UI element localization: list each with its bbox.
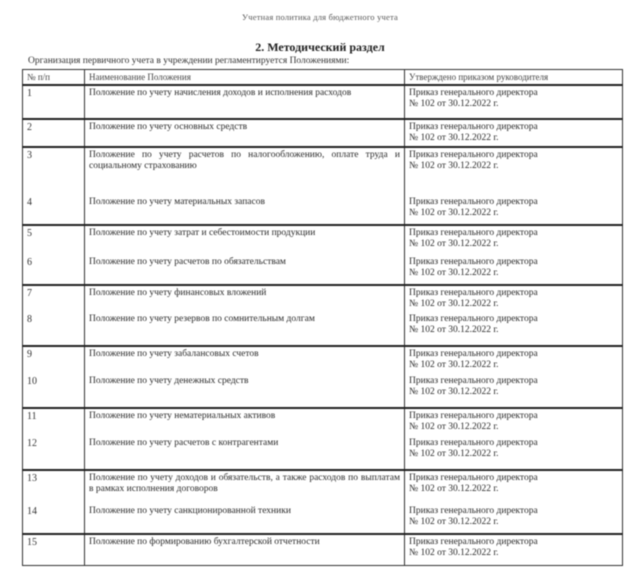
column-header-approval: Утверждено приказом руководителя	[405, 70, 623, 86]
regulation-name: Положение по учету санкционированной техники	[85, 504, 405, 534]
table-header-row	[23, 70, 623, 86]
approval-order-title: Приказ генерального директора	[409, 197, 538, 207]
approval-order-title: Приказ генерального директора	[409, 410, 538, 421]
table-row	[23, 346, 623, 374]
row-number: 2	[23, 119, 85, 147]
table-row	[23, 195, 623, 225]
approval-order-number: № 102 от 30.12.2022 г.	[409, 160, 499, 171]
approval-cell	[405, 504, 623, 534]
regulation-name: Положение по учету расчетов по обязательствам	[85, 255, 405, 285]
approval-cell	[405, 374, 623, 408]
section-title: 2. Методический раздел	[255, 40, 385, 54]
table-row	[23, 85, 623, 119]
row-number: 1	[23, 85, 85, 119]
regulation-name: Положение по учету резервов по сомнительным долгам	[85, 312, 405, 346]
approval-order-title: Приказ генерального директора	[409, 288, 538, 298]
row-number: 15	[23, 534, 85, 566]
column-header-number: № п/п	[23, 70, 85, 86]
regulation-name: Положение по учету основных средств	[85, 119, 405, 147]
row-number: 8	[23, 312, 85, 346]
table-row	[23, 225, 623, 255]
approval-order-title: Приказ генерального директора	[409, 437, 538, 448]
table-row	[23, 285, 623, 312]
approval-cell	[405, 408, 623, 436]
approval-order-title: Приказ генерального директора	[409, 375, 538, 386]
regulation-name: Положение по учету затрат и себестоимости продукции	[85, 225, 405, 255]
approval-cell	[405, 346, 623, 374]
row-number: 11	[23, 408, 85, 436]
table-row	[23, 408, 623, 436]
approval-order-number: № 102 от 30.12.2022 г.	[409, 207, 499, 218]
table-row	[23, 255, 623, 285]
approval-order-number: № 102 от 30.12.2022 г.	[409, 324, 499, 335]
approval-order-number: № 102 от 30.12.2022 г.	[409, 421, 499, 432]
approval-order-number: № 102 от 30.12.2022 г.	[409, 483, 499, 494]
row-number: 14	[23, 504, 85, 534]
table-body	[23, 85, 623, 566]
approval-order-number: № 102 от 30.12.2022 г.	[409, 132, 499, 143]
regulation-name: Положение по учету начисления доходов и исполнения расходов	[85, 85, 405, 119]
approval-order-title: Приказ генерального директора	[409, 88, 538, 98]
approval-cell	[405, 470, 623, 504]
approval-cell	[405, 534, 623, 566]
approval-order-number: № 102 от 30.12.2022 г.	[409, 238, 499, 249]
approval-order-title: Приказ генерального директора	[409, 472, 538, 483]
approval-order-title: Приказ генерального директора	[409, 505, 538, 516]
row-number: 7	[23, 285, 85, 312]
approval-cell	[405, 436, 623, 470]
regulation-name: Положение по учету денежных средств	[85, 374, 405, 408]
approval-order-title: Приказ генерального директора	[409, 122, 538, 132]
approval-order-title: Приказ генерального директора	[409, 150, 538, 160]
table-row	[23, 470, 623, 504]
table-row	[23, 147, 623, 195]
regulation-name: Положение по формированию бухгалтерской отчетности	[85, 534, 405, 566]
column-header-name: Наименование Положения	[85, 70, 405, 86]
approval-order-title: Приказ генерального директора	[409, 313, 538, 324]
intro-text: Организация первичного учета в учреждении регламентируется Положениями:	[28, 56, 350, 66]
regulation-name: Положение по учету расчетов с контрагентами	[85, 436, 405, 470]
approval-order-number: № 102 от 30.12.2022 г.	[409, 267, 499, 278]
table-row	[23, 504, 623, 534]
approval-order-number: № 102 от 30.12.2022 г.	[409, 448, 499, 459]
row-number: 6	[23, 255, 85, 285]
approval-order-number: № 102 от 30.12.2022 г.	[409, 386, 499, 397]
approval-order-number: № 102 от 30.12.2022 г.	[409, 98, 499, 109]
table-row	[23, 534, 623, 566]
approval-order-number: № 102 от 30.12.2022 г.	[409, 516, 499, 527]
approval-cell	[405, 195, 623, 225]
table-row	[23, 436, 623, 470]
approval-cell	[405, 225, 623, 255]
approval-cell	[405, 119, 623, 147]
approval-cell	[405, 147, 623, 195]
approval-order-number: № 102 от 30.12.2022 г.	[409, 298, 499, 309]
row-number: 12	[23, 436, 85, 470]
row-number: 3	[23, 147, 85, 195]
regulation-name: Положение по учету расчетов по налогообложению, оплате труда и социальному страхованию	[85, 147, 405, 195]
regulation-name: Положение по учету материальных запасов	[85, 195, 405, 225]
regulations-table	[22, 69, 623, 566]
regulation-name: Положение по учету финансовых вложений	[85, 285, 405, 312]
row-number: 13	[23, 470, 85, 504]
table-row	[23, 312, 623, 346]
row-number: 5	[23, 225, 85, 255]
regulation-name: Положение по учету нематериальных активов	[85, 408, 405, 436]
approval-order-title: Приказ генерального директора	[409, 257, 538, 267]
regulation-name: Положение по учету забалансовых счетов	[85, 346, 405, 374]
approval-order-title: Приказ генерального директора	[409, 228, 538, 238]
row-number: 4	[23, 195, 85, 225]
approval-order-number: № 102 от 30.12.2022 г.	[409, 359, 499, 370]
document-header: Учетная политика для бюджетного учета	[242, 12, 398, 22]
approval-order-title: Приказ генерального директора	[409, 348, 538, 359]
regulation-name: Положение по учету доходов и обязательств, а также расходов по выплатам в рамках исполнения договоров	[85, 470, 405, 504]
row-number: 9	[23, 346, 85, 374]
approval-cell	[405, 255, 623, 285]
approval-cell	[405, 285, 623, 312]
table-row	[23, 119, 623, 147]
approval-cell	[405, 85, 623, 119]
approval-cell	[405, 312, 623, 346]
table-row	[23, 374, 623, 408]
row-number: 10	[23, 374, 85, 408]
approval-order-number: № 102 от 30.12.2022 г.	[409, 547, 499, 558]
approval-order-title: Приказ генерального директора	[409, 536, 538, 547]
